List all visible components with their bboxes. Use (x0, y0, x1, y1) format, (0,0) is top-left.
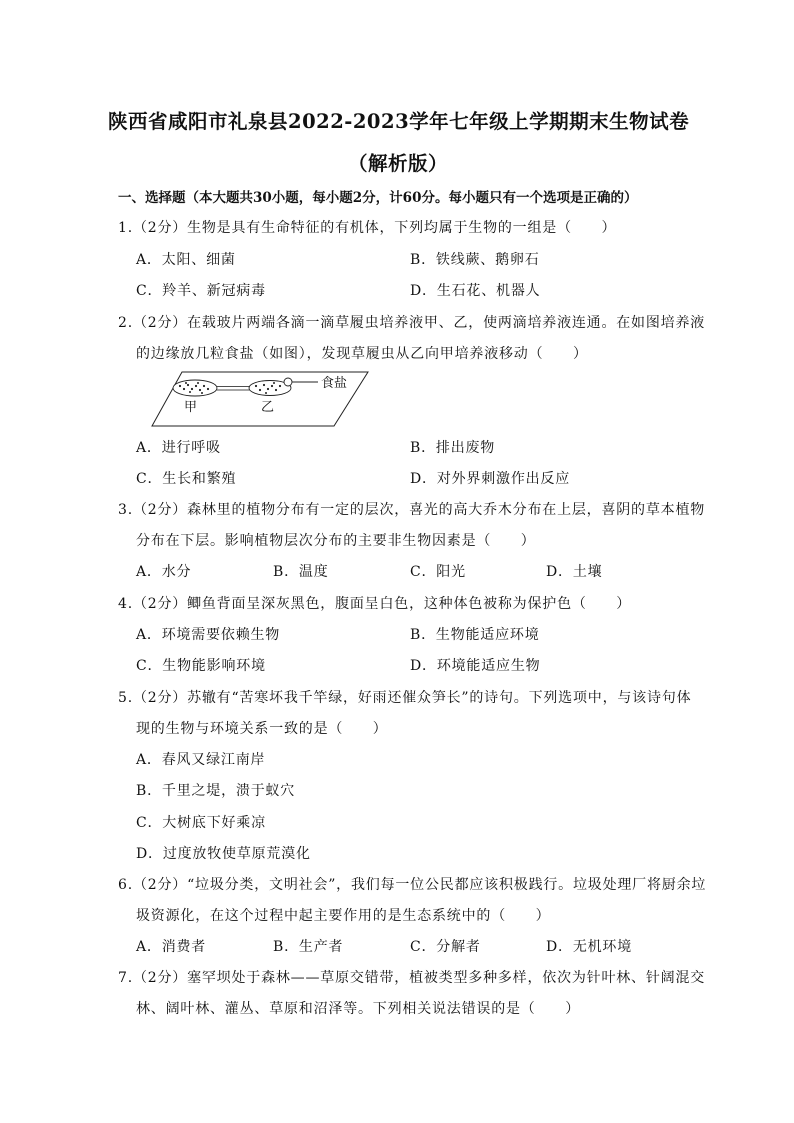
question-2-option-a: A．进行呼吸 (136, 440, 221, 456)
question-5-option-c: C．大树底下好乘凉 (136, 815, 266, 831)
question-3-stem-line1: 3.（2分）森林里的植物分布有一定的层次，喜光的高大乔木分布在上层，喜阴的草本植物 (118, 502, 706, 518)
question-5-stem-line2: 现的生物与环境关系一致的是（ ） (136, 721, 388, 737)
question-4-option-b: B．生物能适应环境 (410, 627, 540, 643)
question-3-stem-line2: 分布在下层。影响植物层次分布的主要非生物因素是（ ） (136, 533, 536, 549)
question-2-option-b: B．排出废物 (410, 440, 496, 456)
drop-jia (173, 380, 217, 396)
question-7-stem-line1: 7.（2分）塞罕坝处于森林——草原交错带，植被类型多种多样，依次为针叶林、针阔混交 (118, 970, 706, 986)
section-heading: 一、选择题（本大题共30小题，每小题2分，计60分。每小题只有一个选项是正确的） (118, 190, 638, 206)
question-1-option-a: A．太阳、细菌 (136, 252, 236, 268)
question-6-option-a: A．消费者 (136, 939, 207, 955)
question-3-option-a: A．水分 (136, 564, 192, 580)
question-6-option-c: C．分解者 (410, 939, 481, 955)
question-1-stem: 1.（2分）生物是具有生命特征的有机体，下列均属于生物的一组是（ ） (118, 220, 617, 236)
question-7-stem-line2: 林、阔叶林、灌丛、草原和沼泽等。下列相关说法错误的是（ ） (136, 1001, 580, 1017)
question-2-stem-line1: 2.（2分）在载玻片两端各滴一滴草履虫培养液甲、乙，使两滴培养液连通。在如图培养液 (118, 315, 706, 331)
question-3-option-c: C．阳光 (410, 564, 466, 580)
question-5-option-b: B．千里之堤，溃于蚁穴 (136, 783, 296, 799)
question-5-option-a: A．春风又绿江南岸 (136, 752, 266, 768)
document-title-line1: 陕西省咸阳市礼泉县2022-2023学年七年级上学期期末生物试卷 (108, 110, 690, 133)
slide-figure (150, 370, 390, 430)
question-2-stem-line2: 的边缘放几粒食盐（如图），发现草履虫从乙向甲培养液移动（ ） (136, 346, 588, 362)
label-jia: 甲 (184, 400, 198, 415)
question-4-option-c: C．生物能影响环境 (136, 658, 266, 674)
question-3-option-b: B．温度 (273, 564, 329, 580)
question-4-option-d: D．环境能适应生物 (410, 658, 541, 674)
question-1-option-b: B．铁线蕨、鹅卵石 (410, 252, 540, 268)
question-3-option-d: D．土壤 (546, 564, 603, 580)
question-5-option-d: D．过度放牧使草原荒漠化 (136, 846, 311, 862)
question-2-option-c: C．生长和繁殖 (136, 471, 237, 487)
salt-grain (284, 378, 292, 386)
question-2-option-d: D．对外界刺激作出反应 (410, 471, 571, 487)
document-title-line2: （解析版） (348, 152, 449, 175)
question-1-option-d: D．生石花、机器人 (410, 283, 541, 299)
question-4-option-a: A．环境需要依赖生物 (136, 627, 281, 643)
label-salt: 食盐 (321, 376, 348, 391)
question-4-stem: 4.（2分）鲫鱼背面呈深灰黑色，腹面呈白色，这种体色被称为保护色（ ） (118, 596, 632, 612)
question-1-option-c: C．羚羊、新冠病毒 (136, 283, 266, 299)
question-5-stem-line1: 5.（2分）苏辙有“苦寒坏我千竿绿，好雨还催众笋长”的诗句。下列选项中，与该诗句体 (118, 690, 692, 706)
question-6-option-b: B．生产者 (273, 939, 344, 955)
question-6-option-d: D．无机环境 (546, 939, 633, 955)
label-yi: 乙 (261, 400, 275, 415)
question-6-stem-line2: 圾资源化，在这个过程中起主要作用的是生态系统中的（ ） (136, 908, 551, 924)
question-6-stem-line1: 6.（2分）“垃圾分类，文明社会”，我们每一位公民都应该积极践行。垃圾处理厂将厨余垃 (118, 877, 707, 893)
